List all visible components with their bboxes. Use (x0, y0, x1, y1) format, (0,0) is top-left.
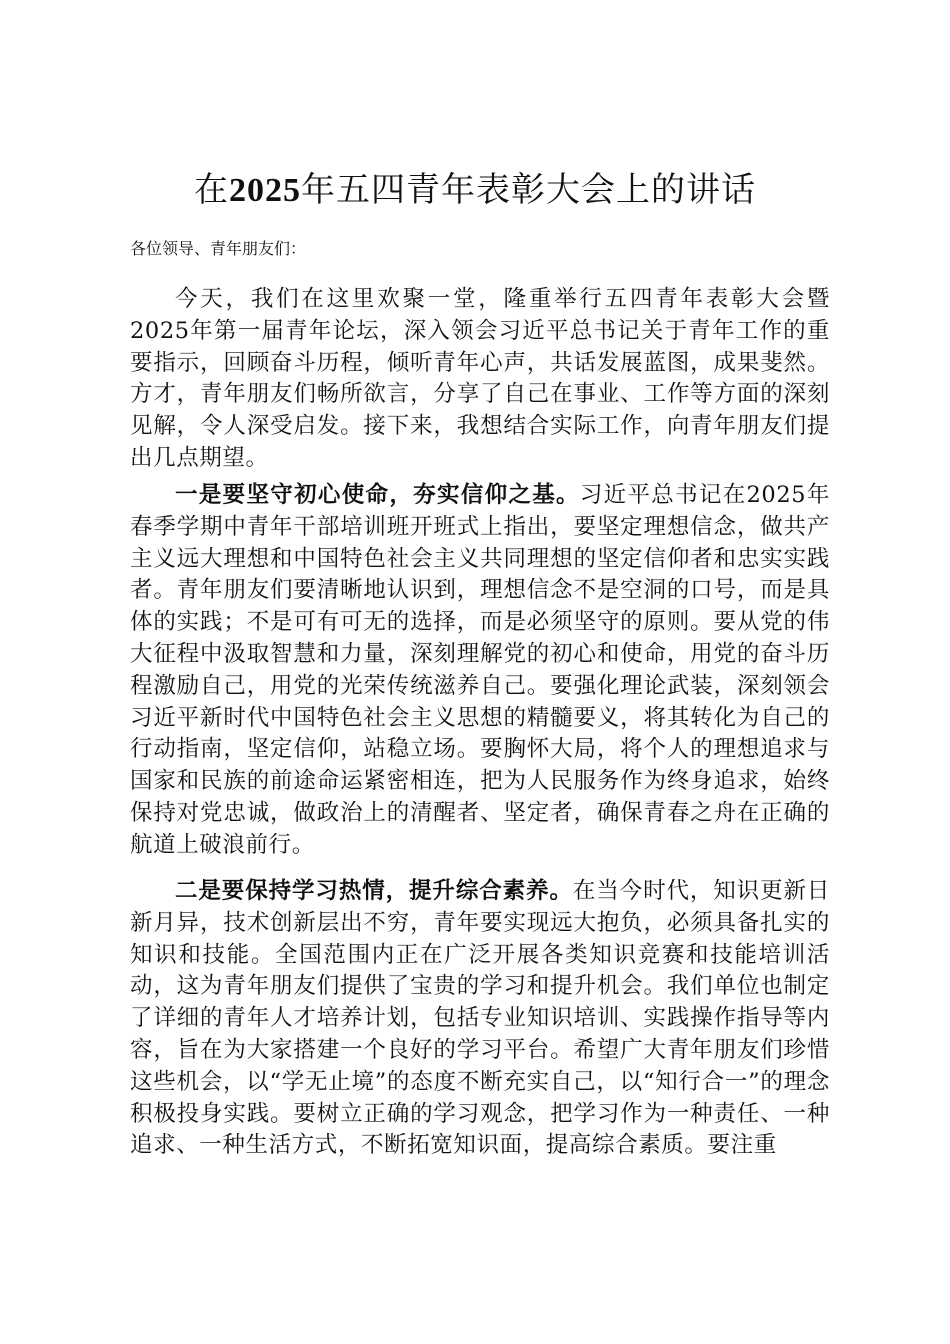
paragraph-body: 今天，我们在这里欢聚一堂，隆重举行五四青年表彰大会暨2025年第一届青年论坛，深入领会习近平总书记关于青年工作的重要指示，回顾奋斗历程，倾听青年心声，共话发展蓝图，成果斐然。方才，青年朋友们畅所欲言，分享了自己在事业、工作等方面的深刻见解，令人深受启发。接下来，我想结合实际工作，向青年朋友们提出几点期望。 (130, 286, 830, 471)
paragraph-intro (130, 284, 830, 475)
title-suffix: 年五四青年表彰大会上的讲话 (301, 170, 756, 210)
paragraph-body: 习近平总书记在2025年春季学期中青年干部培训班开班式上指出，要坚定理想信念，做共产主义远大理想和中国特色社会主义共同理想的坚定信仰者和忠实实践者。青年朋友们要清晰地认识到，理想信念不是空洞的口号，而是具体的实践；不是可有可无的选择，而是必须坚守的原则。要从党的伟大征程中汲取智慧和力量，深刻理解党的初心和使命，用党的奋斗历程激励自己，用党的光荣传统滋养自己。要强化理论武装，深刻领会习近平新时代中国特色社会主义思想的精髓要义，将其转化为自己的行动指南，坚定信仰，站稳立场。要胸怀大局，将个人的理想追求与国家和民族的前途命运紧密相连，把为人民服务作为终身追求，始终保持对党忠诚，做政治上的清醒者、坚定者，确保青春之舟在正确的航道上破浪前行。 (130, 482, 830, 858)
title-year: 2025 (229, 172, 301, 209)
salutation: 各位领导、青年朋友们： (130, 239, 307, 258)
paragraph-body: 在当今时代，知识更新日新月异，技术创新层出不穷，青年要实现远大抱负，必须具备扎实的知识和技能。全国范围内正在广泛开展各类知识竞赛和技能培训活动，这为青年朋友们提供了宝贵的学习和提升机会。我们单位也制定了详细的青年人才培养计划，包括专业知识培训、实践操作指导等内容，旨在为大家搭建一个良好的学习平台。希望广大青年朋友们珍惜这些机会，以“学无止境”的态度不断充实自己，以“知行合一”的理念积极投身实践。要树立正确的学习观念，把学习作为一种责任、一种追求、一种生活方式，不断拓宽知识面，提高综合素质。要注重 (130, 878, 830, 1159)
paragraph-lead: 一是要坚守初心使命，夯实信仰之基。 (175, 482, 580, 508)
paragraph-point-one (130, 480, 830, 862)
title-prefix: 在 (194, 170, 229, 210)
paragraph-point-two (130, 876, 830, 1162)
page-title (0, 166, 950, 215)
paragraph-lead: 二是要保持学习热情，提升综合素养。 (175, 878, 573, 904)
